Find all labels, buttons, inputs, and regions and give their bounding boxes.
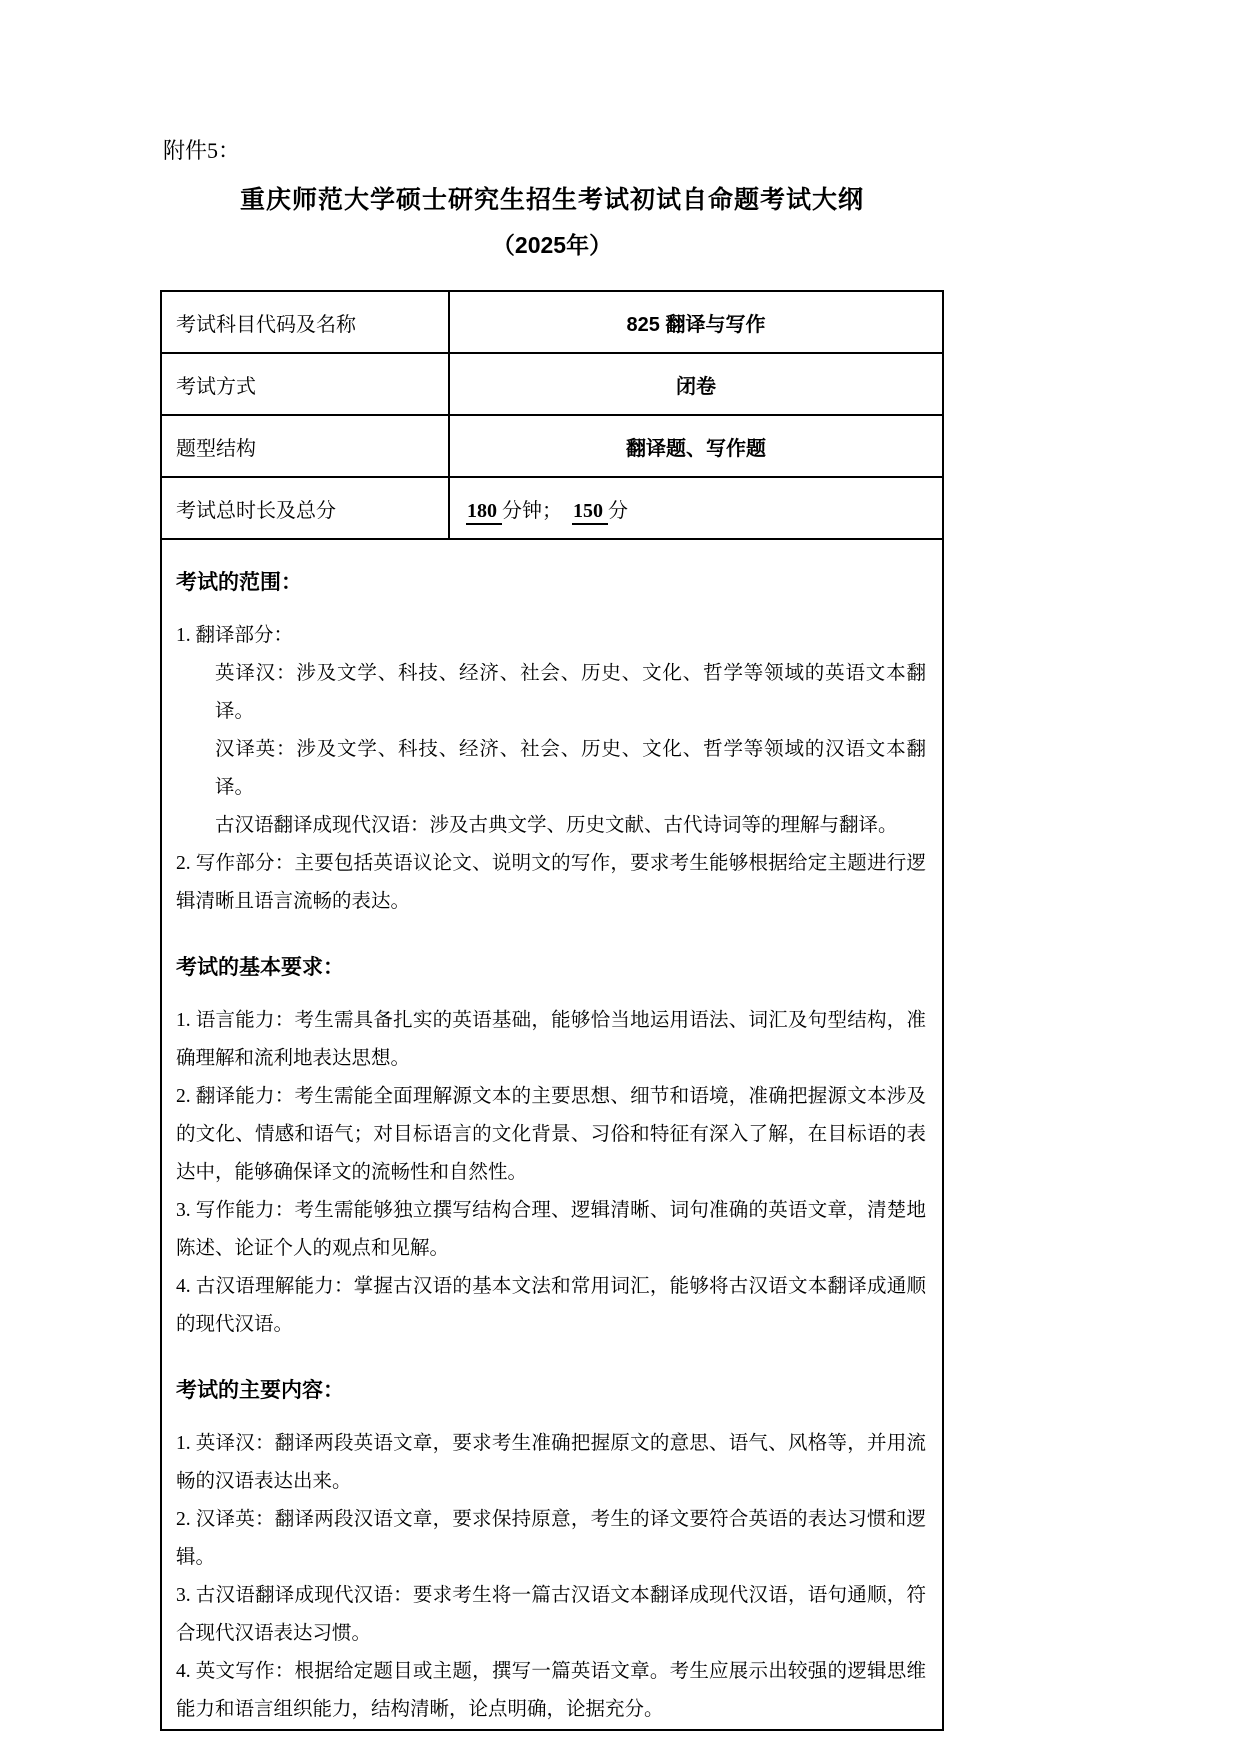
paragraph: 4. 古汉语理解能力：掌握古汉语的基本文法和常用词汇，能够将古汉语文本翻译成通顺的现代汉语。	[176, 1276, 926, 1335]
table-row-subject	[161, 291, 943, 353]
row-label-exam-mode: 考试方式	[161, 353, 449, 415]
row-value-subject: 825 翻译与写作	[449, 291, 943, 353]
paragraph: 2. 写作部分：主要包括英语议论文、说明文的写作，要求考生能够根据给定主题进行逻辑清晰且语言流畅的表达。	[176, 853, 926, 912]
paragraph: 1. 语言能力：考生需具备扎实的英语基础，能够恰当地运用语法、词汇及句型结构，准确理解和流利地表达思想。	[176, 1010, 926, 1069]
score-value: 150	[572, 500, 608, 525]
row-value-exam-mode: 闭卷	[449, 353, 943, 415]
row-label-subject: 考试科目代码及名称	[161, 291, 449, 353]
paragraph: 3. 古汉语翻译成现代汉语：要求考生将一篇古汉语文本翻译成现代汉语，语句通顺，符合现代汉语表达习惯。	[176, 1585, 926, 1644]
paragraph: 4. 英文写作：根据给定题目或主题，撰写一篇英语文章。考生应展示出较强的逻辑思维能力和语言组织能力，结构清晰，论点明确，论据充分。	[176, 1661, 926, 1720]
year-label: （2025年）	[491, 232, 613, 258]
content-cell	[161, 539, 943, 1730]
row-value-question-structure: 翻译题、写作题	[449, 415, 943, 477]
row-label-duration-score: 考试总时长及总分	[161, 477, 449, 539]
duration-value: 180	[466, 500, 502, 525]
paragraph: 2. 翻译能力：考生需能全面理解源文本的主要思想、细节和语境，准确把握源文本涉及的文化、情感和语气；对目标语言的文化背景、习俗和特征有深入了解，在目标语的表达中，能够确保译文的流畅性和自然性。	[176, 1086, 926, 1183]
table-row-duration-score	[161, 477, 943, 539]
duration-unit: 分钟；	[502, 499, 562, 522]
paragraph: 2. 汉译英：翻译两段汉语文章，要求保持原意，考生的译文要符合英语的表达习惯和逻辑。	[176, 1509, 926, 1568]
section-main-content	[176, 1372, 926, 1729]
info-table	[160, 290, 944, 1731]
paragraph: 英译汉：涉及文学、科技、经济、社会、历史、文化、哲学等领域的英语文本翻译。	[215, 663, 926, 722]
table-row-exam-mode	[161, 353, 943, 415]
paragraph: 1. 英译汉：翻译两段英语文章，要求考生准确把握原文的意思、语气、风格等，并用流畅的汉语表达出来。	[176, 1433, 926, 1492]
section-heading: 考试的主要内容：	[176, 1379, 344, 1402]
attachment-label: 附件5：	[163, 138, 241, 163]
section-basic-requirements	[176, 949, 926, 1344]
table-row-content	[161, 539, 943, 1730]
paragraph: 汉译英：涉及文学、科技、经济、社会、历史、文化、哲学等领域的汉语文本翻译。	[215, 739, 926, 798]
section-heading: 考试的基本要求：	[176, 956, 344, 979]
row-value-duration-score	[449, 477, 943, 539]
paragraph: 3. 写作能力：考生需能够独立撰写结构合理、逻辑清晰、词句准确的英语文章，清楚地陈述、论证个人的观点和见解。	[176, 1200, 926, 1259]
table-row-question-structure	[161, 415, 943, 477]
score-unit: 分	[608, 499, 628, 522]
page-title: 重庆师范大学硕士研究生招生考试初试自命题考试大纲	[239, 186, 864, 214]
section-exam-scope	[176, 564, 926, 921]
paragraph: 古汉语翻译成现代汉语：涉及古典文学、历史文献、古代诗词等的理解与翻译。	[215, 815, 898, 836]
section-heading: 考试的范围：	[176, 571, 302, 594]
row-label-question-structure: 题型结构	[161, 415, 449, 477]
paragraph: 1. 翻译部分：	[176, 625, 294, 646]
